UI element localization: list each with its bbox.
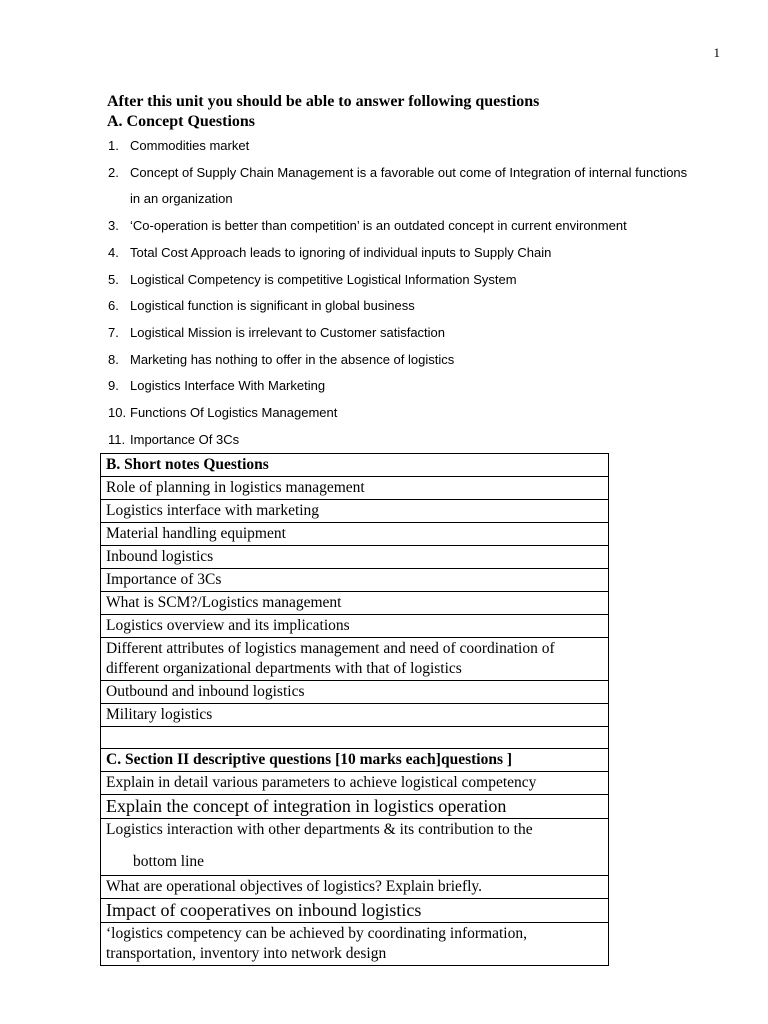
page-number: 1 (713, 45, 720, 60)
item-text: Total Cost Approach leads to ignoring of individual inputs to Supply Chain (130, 244, 552, 260)
table-cell: Role of planning in logistics management (101, 477, 609, 500)
table-row (101, 749, 609, 772)
list-item (108, 293, 687, 320)
item-text: Importance Of 3Cs (130, 431, 240, 447)
item-text: Logistical Mission is irrelevant to Customer satisfaction (130, 324, 446, 340)
table-cell: Importance of 3Cs (101, 569, 609, 592)
table-cell: What is SCM?/Logistics management (101, 592, 609, 615)
table-row (101, 569, 609, 592)
table-cell: Different attributes of logistics management and need of coordination of different organizational departments with that of logistics (101, 638, 609, 681)
list-item (108, 160, 687, 213)
table-row (101, 876, 609, 899)
table-cell: What are operational objectives of logistics? Explain briefly. (101, 876, 609, 899)
list-item (108, 133, 687, 160)
item-text: Logistical function is significant in global business (130, 298, 415, 314)
item-number: 5. (108, 271, 119, 287)
intro-heading: After this unit you should be able to answer following questions (107, 93, 540, 110)
table-row (101, 704, 609, 727)
table-row (101, 638, 609, 681)
table-row (101, 923, 609, 966)
list-item (108, 400, 687, 427)
section-b-title: B. Short notes Questions (101, 454, 609, 477)
concept-questions-list (108, 133, 687, 453)
item-number: 8. (108, 351, 119, 367)
table-cell: Material handling equipment (101, 523, 609, 546)
empty-cell (101, 727, 609, 749)
item-text: Commodities market (130, 138, 250, 153)
list-item (108, 213, 687, 240)
table-row (101, 615, 609, 638)
table-row (101, 772, 609, 795)
list-item (108, 320, 687, 347)
table-cell: Logistics overview and its implications (101, 615, 609, 638)
table-row (101, 819, 609, 876)
table-cell: Impact of cooperatives on inbound logistics (101, 899, 609, 923)
item-text: Logistics Interface With Marketing (130, 378, 326, 394)
table-row-empty (101, 727, 609, 749)
table-cell: Logistics interface with marketing (101, 500, 609, 523)
table-cell: Outbound and inbound logistics (101, 681, 609, 704)
list-item (108, 347, 687, 374)
questions-table (100, 453, 609, 966)
table-row (101, 592, 609, 615)
table-cell: Explain the concept of integration in logistics operation (101, 795, 609, 819)
item-number: 9. (108, 378, 119, 394)
table-cell: Explain in detail various parameters to achieve logistical competency (101, 772, 609, 795)
table-row (101, 681, 609, 704)
table-cell: Inbound logistics (101, 546, 609, 569)
item-text: ‘Co-operation is better than competition’ is an outdated concept in current environment (130, 218, 627, 234)
section-c-title: C. Section II descriptive questions [10 marks each]questions ] (101, 749, 609, 772)
table-cell: ‘logistics competency can be achieved by coordinating information, transportation, inventory into network design (101, 923, 609, 966)
item-text: Marketing has nothing to offer in the absence of logistics (130, 351, 455, 367)
list-item (108, 427, 687, 454)
table-row (101, 477, 609, 500)
table-cell: Military logistics (101, 704, 609, 727)
item-number: 1. (108, 138, 119, 153)
item-text-continuation: in an organization (130, 191, 233, 207)
item-text: Logistical Competency is competitive Logistical Information System (130, 271, 517, 287)
item-number: 6. (108, 298, 119, 314)
list-item (108, 373, 687, 400)
section-a-title: A. Concept Questions (107, 113, 256, 130)
item-number: 4. (108, 244, 119, 260)
item-number: 2. (108, 164, 119, 180)
item-text: Concept of Supply Chain Management is a favorable out come of Integration of internal functions (130, 164, 688, 180)
cell-text-continuation: bottom line (133, 853, 205, 870)
table-row (101, 546, 609, 569)
table-row (101, 899, 609, 923)
list-item (108, 267, 687, 294)
table-row (101, 454, 609, 477)
cell-text: Logistics interaction with other departments & its contribution to the (106, 821, 533, 838)
item-text: Functions Of Logistics Management (130, 405, 338, 421)
table-row (101, 795, 609, 819)
item-number: 10. (108, 405, 127, 421)
list-item (108, 240, 687, 267)
table-row (101, 500, 609, 523)
table-cell (101, 819, 609, 876)
table-row (101, 523, 609, 546)
item-number: 3. (108, 218, 119, 234)
item-number: 7. (108, 324, 119, 340)
item-number: 11. (108, 431, 126, 447)
